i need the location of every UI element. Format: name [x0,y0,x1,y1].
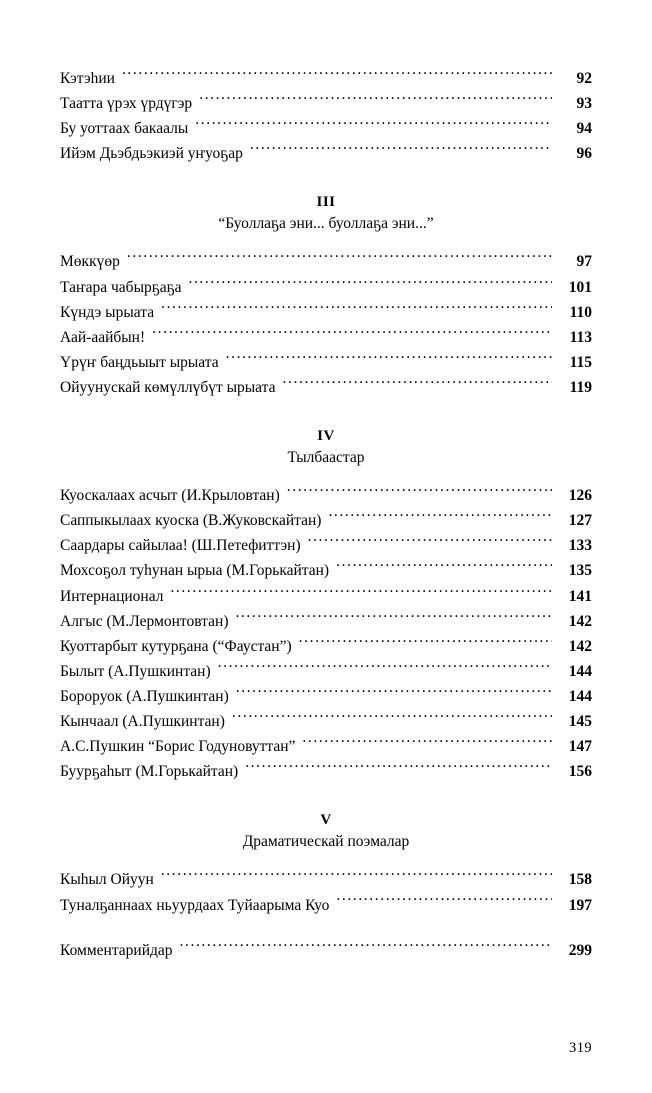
toc-entry-page: 142 [568,612,592,630]
toc-entry-title: Туналҕаннаах ньуурдаах Туйаарыма Куо [60,896,330,914]
toc-entry[interactable] [60,275,592,300]
toc-entry[interactable] [60,91,592,116]
toc-entry-page: 127 [568,512,592,530]
toc-entry-page: 110 [569,303,592,321]
toc-entry-title: Күндэ ырыата [60,303,155,321]
toc-entry-page: 93 [576,95,592,113]
toc-entry[interactable] [60,141,592,166]
dot-leader [308,535,552,551]
toc-group-3 [60,483,592,784]
toc-group-1 [60,66,592,166]
dot-leader [287,485,552,501]
toc-entry[interactable] [60,734,592,759]
toc-entry-title: Ийэм Дьэбдьэкиэй уҥуоҕар [60,145,243,163]
toc-entry[interactable] [60,709,592,734]
toc-entry-page: 299 [568,941,592,959]
toc-group-2 [60,249,592,400]
toc-entry-title: Былыт (А.Пушкинтан) [60,662,211,680]
dot-leader [161,869,552,885]
dot-leader [232,711,552,727]
toc-entry-page: 141 [568,587,592,605]
toc-entry[interactable] [60,249,592,274]
toc-entry-title: Алгыс (М.Лермонтовтан) [60,612,229,630]
section-heading-v [60,812,592,851]
toc-entry[interactable] [60,375,592,400]
toc-entry-title: Мохсоҕол туһунан ырыа (М.Горькайтан) [60,562,330,580]
dot-leader [226,351,552,367]
dot-leader [199,93,552,109]
dot-leader [218,660,552,676]
toc-entry-page: 115 [569,353,592,371]
toc-entry[interactable] [60,609,592,634]
toc-entry[interactable] [60,116,592,141]
toc-entry-page: 145 [568,713,592,731]
dot-leader [236,685,552,701]
toc-entry-title: Куоттарбыт кутурҕана (“Фаустан”) [60,637,292,655]
toc-entry-title: Үрүҥ баӊдьыыт ырыата [60,353,219,371]
dot-leader [235,610,552,626]
section-subtitle: Драматическай поэмалар [242,833,410,851]
toc-entry[interactable] [60,634,592,659]
toc-entry[interactable] [60,893,592,918]
toc-entry-page: 94 [576,120,592,138]
section-numeral: III [316,194,336,211]
toc-entry-page: 97 [576,253,592,271]
section-subtitle: “Буоллаҕа эни... буоллаҕа эни...” [218,215,434,233]
dot-leader [336,894,552,910]
toc-entry-title: Саппыкылаах куоска (В.Жуковскайтан) [60,512,322,530]
toc-entry-page: 101 [568,278,592,296]
toc-group-4 [60,867,592,917]
toc-entry-title: Кыһыл Ойуун [60,871,154,889]
toc-entry-page: 113 [569,328,592,346]
dot-leader [299,635,552,651]
dot-leader [195,118,552,134]
page-folio: 319 [569,1040,592,1056]
section-heading-iii [60,194,592,233]
toc-entry-page: 144 [568,662,592,680]
toc-entry[interactable] [60,325,592,350]
toc-entry[interactable] [60,759,592,784]
toc-entry-title: Буурҕаһыт (М.Горькайтан) [60,763,239,781]
toc-entry-page: 119 [569,378,592,396]
toc-entry-title: Кэтэһии [60,70,115,87]
toc-entry-title: Бу уоттаах бакаалы [60,120,189,138]
group-spacer [60,918,592,938]
toc-group-5 [60,938,592,963]
dot-leader [188,276,552,292]
toc-entry-page: 126 [568,487,592,505]
toc-entry-title: Бороруок (А.Пушкинтан) [60,687,229,705]
toc-entry-title: Кынчаал (А.Пушкинтан) [60,713,225,731]
section-numeral: V [320,812,332,829]
toc-entry[interactable] [60,867,592,892]
dot-leader [127,251,552,267]
toc-entry-title: Аай-аайбын! [60,328,146,346]
toc-entry-page: 158 [568,871,592,889]
toc-entry-title: Таҥара чабырҕаҕа [60,278,182,296]
toc-entry[interactable] [60,533,592,558]
dot-leader [180,939,552,955]
toc-entry-page: 133 [568,537,592,555]
section-subtitle: Тылбаастар [287,449,365,467]
toc-entry[interactable] [60,508,592,533]
section-heading-iv [60,428,592,467]
dot-leader [328,510,552,526]
toc-entry[interactable] [60,350,592,375]
dot-leader [152,326,552,342]
toc-entry-page: 135 [568,562,592,580]
dot-leader [161,301,552,317]
toc-entry[interactable] [60,483,592,508]
toc-entry-page: 92 [576,70,592,87]
dot-leader [302,736,552,752]
toc-entry-title: Комментарийдар [60,941,173,959]
dot-leader [122,68,552,84]
toc-entry-title: Ойуунускай көмүллүбүт ырыата [60,378,276,396]
toc-entry[interactable] [60,659,592,684]
dot-leader [336,560,552,576]
toc-entry-page: 156 [568,763,592,781]
toc-entry-page: 147 [568,738,592,756]
toc-entry[interactable] [60,300,592,325]
toc-entry-title: Интернационал [60,587,164,605]
dot-leader [250,143,552,159]
toc-entry[interactable] [60,938,592,963]
toc-entry-page: 144 [568,687,592,705]
toc-entry-page: 96 [576,145,592,163]
dot-leader [170,585,552,601]
toc-entry-page: 197 [568,896,592,914]
toc-entry[interactable] [60,558,592,583]
toc-entry-page: 142 [568,637,592,655]
toc-entry[interactable] [60,66,592,91]
toc-entry-title: Таатта үрэх үрдүгэр [60,95,193,113]
toc-entry-title: Саардары сайылаа! (Ш.Петефиттэн) [60,537,301,555]
toc-entry-title: Мөккүөр [60,253,120,271]
toc-entry-title: Куоскалаах асчыт (И.Крыловтан) [60,487,280,505]
dot-leader [245,761,552,777]
toc-entry[interactable] [60,584,592,609]
dot-leader [283,376,552,392]
section-numeral: IV [317,428,335,445]
toc-entry[interactable] [60,684,592,709]
toc-entry-title: А.С.Пушкин “Борис Годуновуттан” [60,738,296,756]
